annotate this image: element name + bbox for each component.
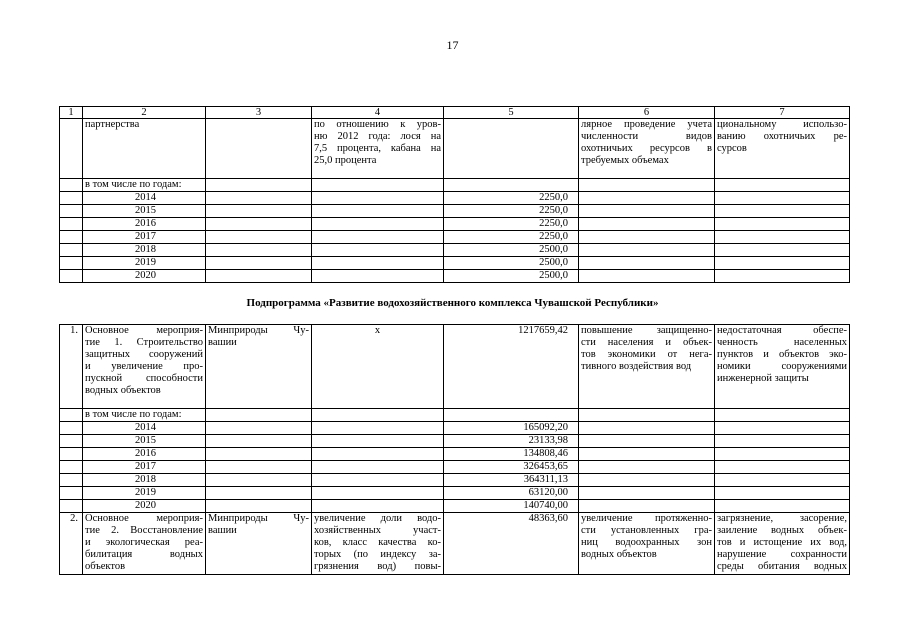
cell-empty [579, 231, 715, 244]
cell-empty [715, 474, 850, 487]
cell-empty [312, 179, 444, 192]
line: и увеличение про- [85, 361, 203, 372]
cell-result [579, 513, 715, 575]
cell-empty [206, 461, 312, 474]
line: партнерства [85, 119, 140, 130]
cell-num [60, 409, 83, 422]
line: пускной способности [85, 373, 203, 384]
line: численности видов [581, 131, 712, 142]
cell-empty [579, 218, 715, 231]
cell-empty [206, 231, 312, 244]
line: ков, класс качества ко- [314, 537, 441, 548]
year-row [60, 448, 850, 461]
cell-num [60, 487, 83, 500]
cell-incl-label: в том числе по годам: [83, 409, 206, 422]
cell-empty [312, 205, 444, 218]
cell-amount: 134808,46 [444, 448, 579, 461]
cell-empty [444, 409, 579, 422]
cell-empty [312, 409, 444, 422]
cell-empty [206, 257, 312, 270]
table-row-item-1 [60, 325, 850, 409]
year-row [60, 231, 850, 244]
page-number: 17 [446, 38, 459, 52]
table-subprogram [59, 324, 850, 575]
line: сти установленных гра- [581, 525, 712, 536]
cell-empty [715, 244, 850, 257]
cell-num [60, 218, 83, 231]
cell-amount: 2250,0 [444, 218, 579, 231]
cell-year: 2019 [83, 257, 206, 270]
cell-num [60, 205, 83, 218]
cell-num [60, 435, 83, 448]
cell-amount: 140740,00 [444, 500, 579, 513]
line: билитация водных [85, 549, 203, 560]
cell-year: 2018 [83, 474, 206, 487]
cell-risk [715, 325, 850, 409]
cell-amount: 1217659,42 [444, 325, 579, 409]
table-row [60, 409, 850, 422]
cell-year: 2019 [83, 487, 206, 500]
cell-num [60, 257, 83, 270]
line: сурсов [717, 143, 747, 154]
year-row [60, 422, 850, 435]
cell-year: 2014 [83, 192, 206, 205]
cell-empty [312, 192, 444, 205]
cell-num [60, 270, 83, 283]
line: Минприроды Чу- [208, 513, 309, 524]
cell-year: 2015 [83, 435, 206, 448]
line: объектов [85, 561, 126, 572]
cell-empty [715, 192, 850, 205]
cell-empty [715, 270, 850, 283]
cell-year: 2018 [83, 244, 206, 257]
cell-num [60, 474, 83, 487]
cell-empty [579, 257, 715, 270]
cell-result [579, 325, 715, 409]
cell-empty [579, 448, 715, 461]
year-row [60, 270, 850, 283]
line: и экологическая реа- [85, 537, 203, 548]
line: Основное мероприя- [85, 325, 203, 336]
line: циональному использо- [717, 119, 847, 130]
line: торых (по индексу за- [314, 549, 441, 560]
cell-amount: 364311,13 [444, 474, 579, 487]
cell-year: 2014 [83, 422, 206, 435]
cell-year: 2017 [83, 461, 206, 474]
cell-empty [206, 487, 312, 500]
cell-empty [444, 179, 579, 192]
line: тие 1. Строительство [85, 337, 203, 348]
cell-empty [579, 205, 715, 218]
cell-result [579, 119, 715, 179]
header-cell: 5 [444, 107, 579, 119]
cell-executor [206, 513, 312, 575]
cell-measure [83, 325, 206, 409]
cell-empty [715, 231, 850, 244]
cell-empty [312, 422, 444, 435]
line: по отношению к уров- [314, 119, 441, 130]
cell-risk [715, 119, 850, 179]
cell-empty [715, 218, 850, 231]
year-row [60, 257, 850, 270]
cell-amount: 2500,0 [444, 244, 579, 257]
cell-empty [579, 500, 715, 513]
line: 7,5 процента, кабана на [314, 143, 441, 154]
cell-empty [206, 244, 312, 257]
cell-num [60, 231, 83, 244]
cell-empty [206, 409, 312, 422]
cell-empty [715, 205, 850, 218]
cell-executor [206, 325, 312, 409]
line: недостаточная обеспе- [717, 325, 847, 336]
cell-year: 2017 [83, 231, 206, 244]
cell-year: 2020 [83, 500, 206, 513]
cell-empty [579, 270, 715, 283]
cell-amount: 2500,0 [444, 270, 579, 283]
year-row [60, 192, 850, 205]
cell-empty [206, 435, 312, 448]
cell-empty [715, 461, 850, 474]
cell-incl-label: в том числе по годам: [83, 179, 206, 192]
cell-year: 2016 [83, 448, 206, 461]
line: ванию охотничьих ре- [717, 131, 847, 142]
line: охотничьих ресурсов в [581, 143, 712, 154]
cell-empty [579, 179, 715, 192]
cell-empty [312, 448, 444, 461]
line: ню 2012 года: лося на [314, 131, 441, 142]
cell-empty [715, 422, 850, 435]
cell-empty [312, 218, 444, 231]
line: повышение защищенно- [581, 325, 712, 336]
cell-empty [206, 179, 312, 192]
year-row [60, 474, 850, 487]
line: вашии [208, 525, 237, 536]
line: заиление водных объек- [717, 525, 847, 536]
cell-year: 2016 [83, 218, 206, 231]
cell-empty [312, 461, 444, 474]
cell-executor [206, 119, 312, 179]
cell-empty [579, 422, 715, 435]
cell-amount: 2250,0 [444, 205, 579, 218]
cell-amount: 2250,0 [444, 192, 579, 205]
table-row [60, 179, 850, 192]
cell-num [60, 244, 83, 257]
cell-empty [579, 474, 715, 487]
cell-empty [312, 231, 444, 244]
cell-empty [715, 448, 850, 461]
year-row [60, 500, 850, 513]
table-continuation [59, 106, 850, 283]
year-row [60, 461, 850, 474]
line: тивного воздействия вод [581, 361, 692, 372]
cell-amount: 2250,0 [444, 231, 579, 244]
line: лярное проведение учета [581, 119, 712, 130]
cell-empty [715, 179, 850, 192]
cell-empty [312, 474, 444, 487]
cell-empty [715, 409, 850, 422]
cell-num [60, 461, 83, 474]
cell-indicator [312, 119, 444, 179]
cell-num [60, 500, 83, 513]
header-cell: 3 [206, 107, 312, 119]
cell-num [60, 192, 83, 205]
cell-num [60, 422, 83, 435]
line: увеличение доли водо- [314, 513, 441, 524]
line: сти населения и объек- [581, 337, 712, 348]
cell-empty [715, 500, 850, 513]
year-row [60, 244, 850, 257]
cell-amount: 48363,60 [444, 513, 579, 575]
cell-empty [579, 487, 715, 500]
cell-empty [312, 435, 444, 448]
line: нарушение сохранности [717, 549, 847, 560]
line: увеличение протяженно- [581, 513, 712, 524]
cell-amount: 2500,0 [444, 257, 579, 270]
cell-empty [312, 487, 444, 500]
cell-amount: 326453,65 [444, 461, 579, 474]
cell-empty [312, 257, 444, 270]
cell-measure [83, 513, 206, 575]
line: водных объектов [85, 385, 161, 396]
cell-amount [444, 119, 579, 179]
cell-empty [312, 244, 444, 257]
cell-empty [579, 435, 715, 448]
year-row [60, 218, 850, 231]
line: среды обитания водных [717, 561, 847, 572]
cell-empty [206, 448, 312, 461]
header-cell: 7 [715, 107, 850, 119]
year-row [60, 435, 850, 448]
line: ниц водоохранных зон [581, 537, 712, 548]
cell-amount: 165092,20 [444, 422, 579, 435]
cell-measure [83, 119, 206, 179]
subprogram-title: Подпрограмма «Развитие водохозяйственного комплекса Чувашской Республики» [246, 297, 659, 309]
line: водных объектов [581, 549, 657, 560]
year-row [60, 487, 850, 500]
cell-indicator: x [312, 325, 444, 409]
cell-empty [206, 192, 312, 205]
cell-num: 1. [60, 325, 83, 409]
line: тие 2. Восстановление [85, 525, 203, 536]
cell-empty [206, 218, 312, 231]
line: грязнения вод) повы- [314, 561, 441, 572]
cell-indicator [312, 513, 444, 575]
cell-empty [206, 270, 312, 283]
line: загрязнение, засорение, [717, 513, 847, 524]
cell-empty [206, 422, 312, 435]
header-cell: 2 [83, 107, 206, 119]
line: 25,0 процента [314, 155, 377, 166]
cell-num [60, 179, 83, 192]
cell-empty [312, 500, 444, 513]
header-cell: 4 [312, 107, 444, 119]
line: защитных сооружений [85, 349, 203, 360]
cell-empty [715, 487, 850, 500]
cell-num [60, 119, 83, 179]
cell-amount: 23133,98 [444, 435, 579, 448]
header-row [60, 107, 850, 119]
cell-year: 2020 [83, 270, 206, 283]
cell-num [60, 448, 83, 461]
cell-empty [206, 205, 312, 218]
cell-empty [206, 474, 312, 487]
line: номики сооружениями [717, 361, 847, 372]
line: Основное мероприя- [85, 513, 203, 524]
table-row-item-2 [60, 513, 850, 575]
cell-empty [715, 257, 850, 270]
line: Минприроды Чу- [208, 325, 309, 336]
cell-year: 2015 [83, 205, 206, 218]
cell-empty [579, 461, 715, 474]
line: вашии [208, 337, 237, 348]
cell-num: 2. [60, 513, 83, 575]
cell-amount: 63120,00 [444, 487, 579, 500]
header-cell: 1 [60, 107, 83, 119]
cell-empty [579, 244, 715, 257]
cell-empty [579, 192, 715, 205]
line: тов экономики от нега- [581, 349, 712, 360]
line: пунктов и объектов эко- [717, 349, 847, 360]
cell-empty [206, 500, 312, 513]
line: ченность населенных [717, 337, 847, 348]
line: тов и истощение их вод, [717, 537, 847, 548]
line: требуемых объемах [581, 155, 669, 166]
year-row [60, 205, 850, 218]
cell-empty [715, 435, 850, 448]
cell-empty [312, 270, 444, 283]
cell-risk [715, 513, 850, 575]
line: инженерной защиты [717, 373, 809, 384]
line: хозяйственных участ- [314, 525, 441, 536]
header-cell: 6 [579, 107, 715, 119]
cell-empty [579, 409, 715, 422]
table-row [60, 119, 850, 179]
